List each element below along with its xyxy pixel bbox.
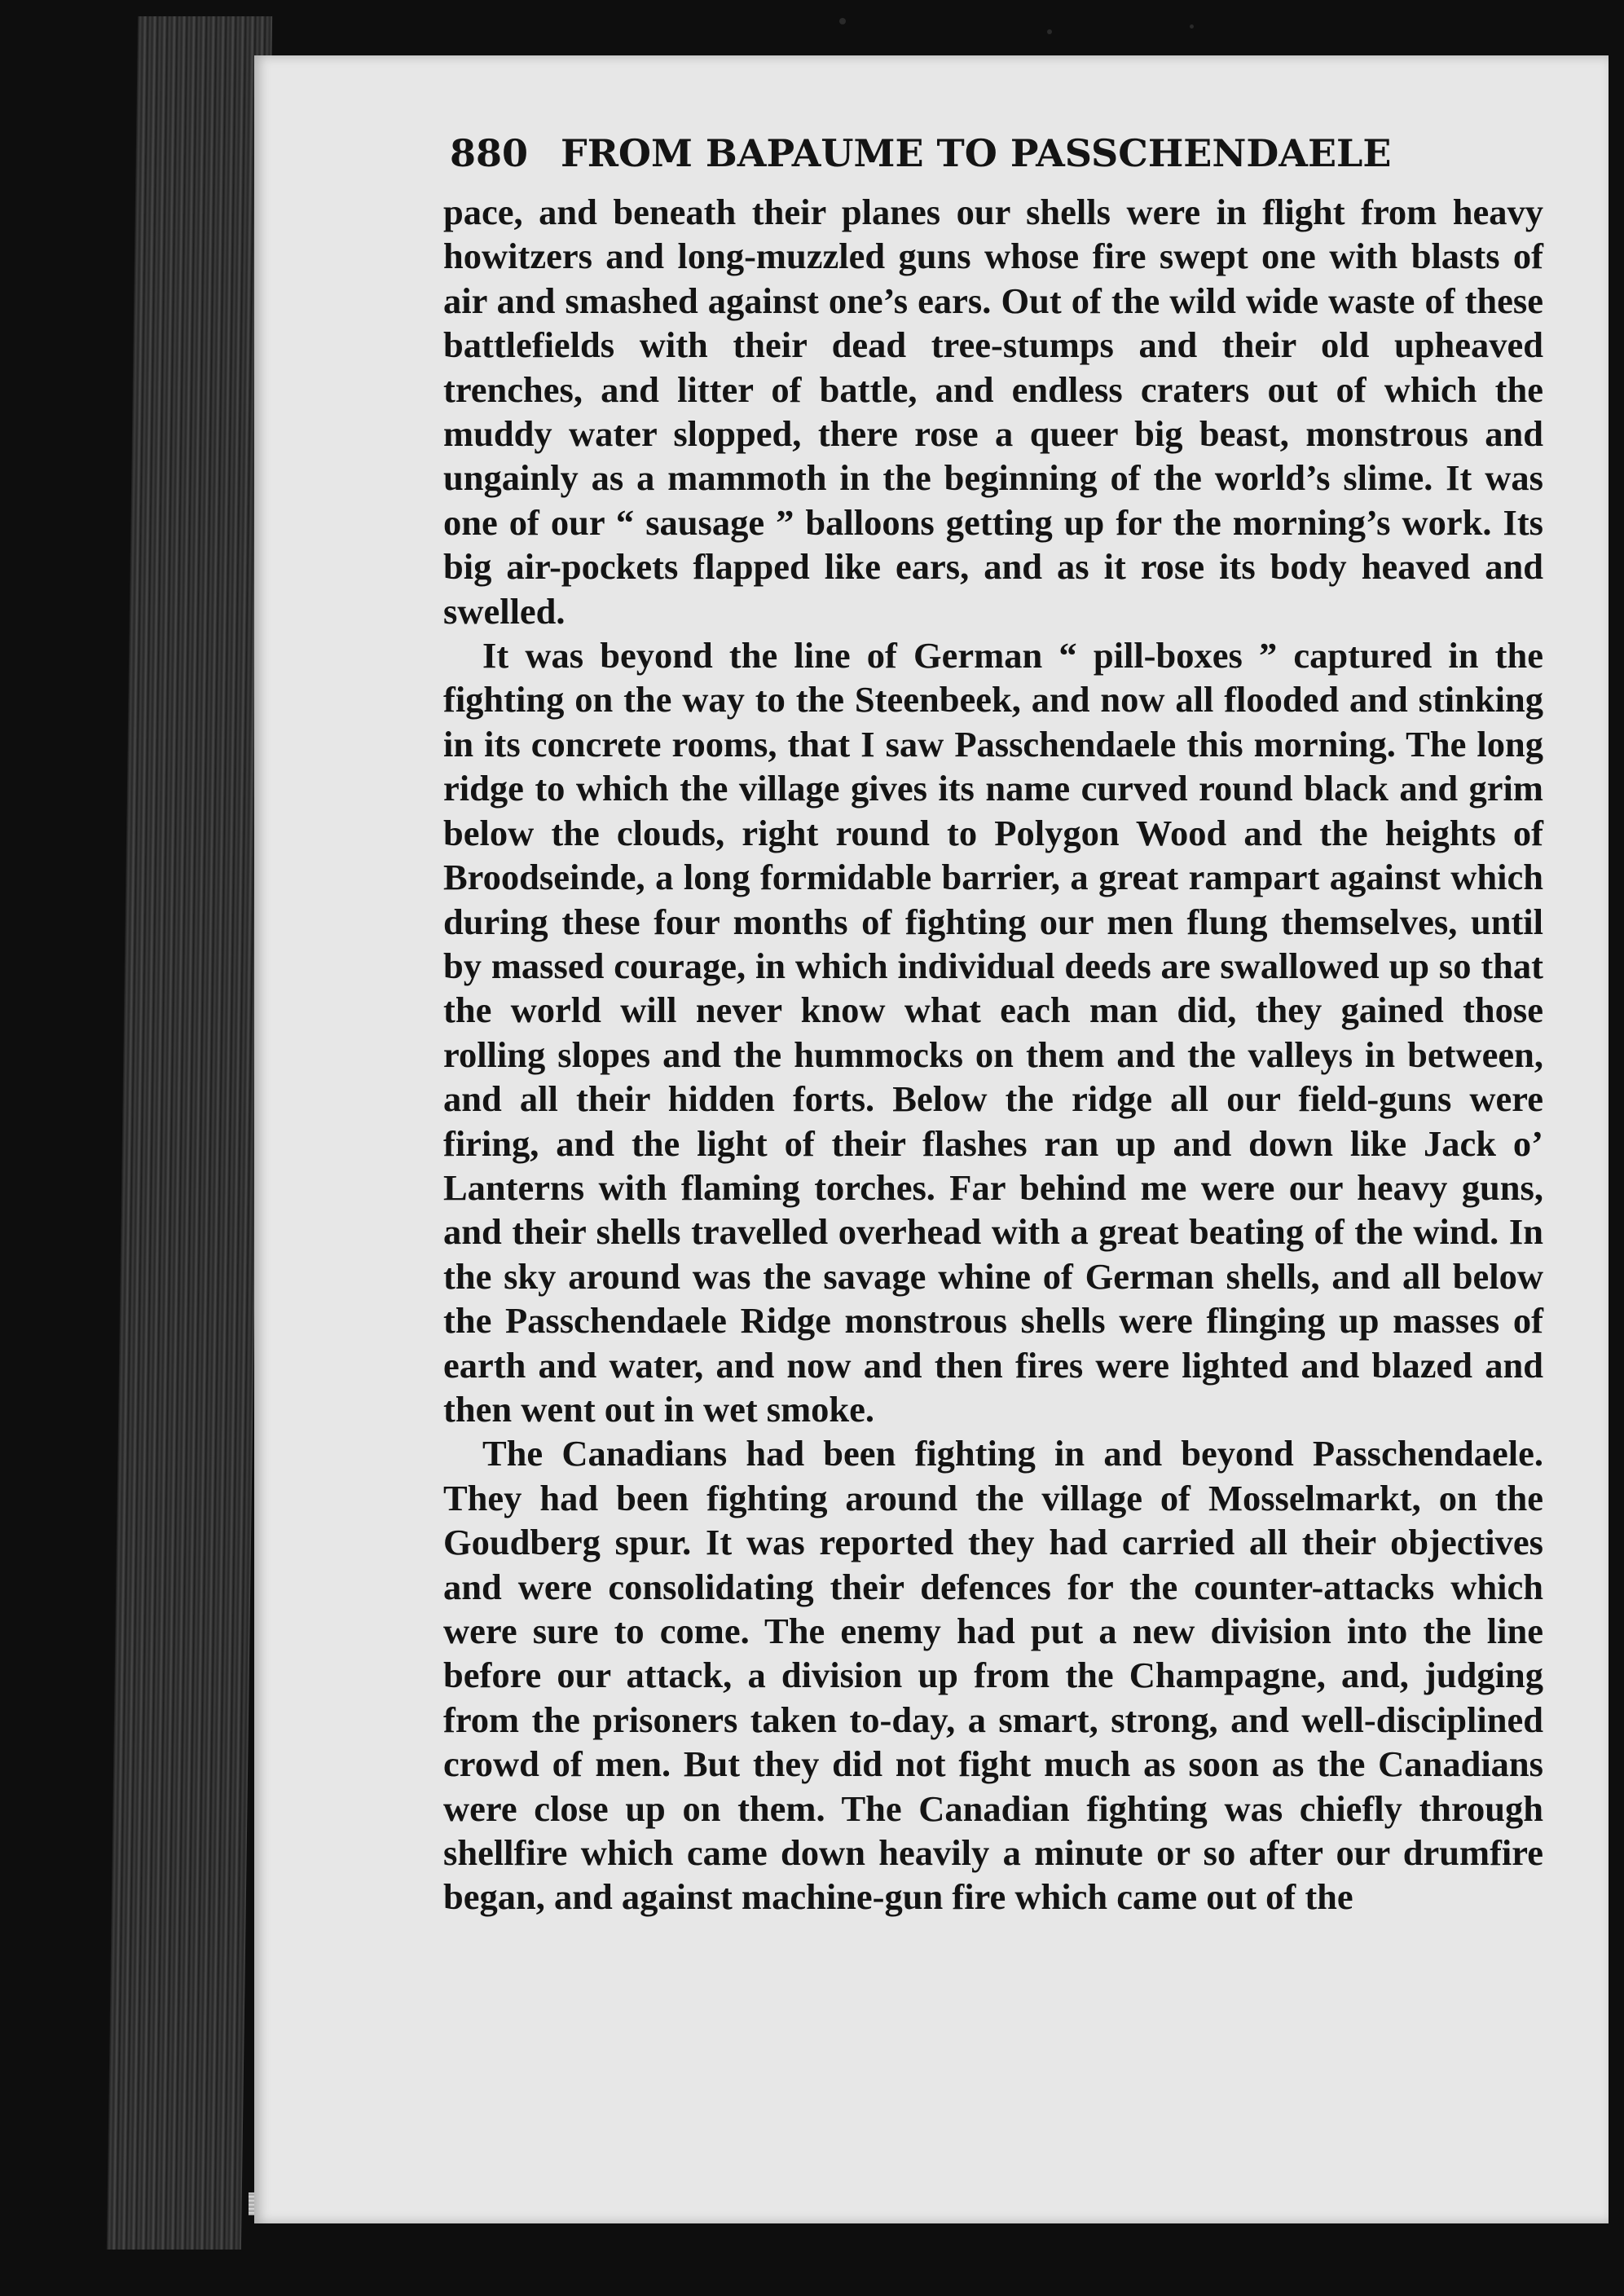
paragraph-1: pace, and beneath their planes our shells were in flight from heavy howitzers and long-muzzled guns whose fire swept one with blasts of air and smashed against one’s ears. Out of the wild wide waste of these battlefields with their dead tree-stumps and their old upheaved trenches, and litter of battle, and endless craters out of which the muddy water slopped, there rose a queer big beast, monstrous and ungainly as a mammoth in the beginning of the world’s slime. It was one of our “ sausage ” balloons getting up for the morning’s work. Its big air-pockets flapped like ears, and as it rose its body heaved and swelled. bbox=[443, 192, 1543, 632]
paragraph-3: The Canadians had been fighting in and beyond Passchendaele. They had been fighting around the village of Mosselmarkt, on the Goudberg spur. It was reported they had carried all their objectives and were consolidating their defences for the counter-attacks which were sure to come. The enemy had put a new division into the line before our attack, a division up from the Champagne, and, judging from the prisoners taken to-day, a smart, strong, and well-disciplined crowd of men. But they did not fight much as soon as the Canadians were close up on them. The Canadian fighting was chiefly through shellfire which came down heavily a minute or so after our drumfire began, and against machine-gun fire which came out of the bbox=[443, 1433, 1543, 1918]
book-page bbox=[254, 55, 1609, 2223]
page-number: 880 bbox=[450, 131, 529, 175]
dust-speck bbox=[839, 18, 846, 24]
running-title: FROM BAPAUME TO PASSCHENDAELE bbox=[561, 131, 1392, 175]
dust-speck bbox=[1190, 24, 1194, 29]
running-head bbox=[450, 129, 1534, 178]
paragraph-2: It was beyond the line of German “ pill-boxes ” captured in the fighting on the way to the Steenbeek, and now all flooded and stinking in its concrete rooms, that I saw Passchendaele this morning. The long ridge to which the village gives its name curved round black and grim below the clouds, right round to Polygon Wood and the heights of Broodseinde, a long formidable barrier, a great rampart against which during these four months of fighting our men flung themselves, until by massed courage, in which individual deeds are swallowed up so that the world will never know what each man did, they gained those rolling slopes and the hummocks on them and the valleys in between, and all their hidden forts. Below the ridge all our field-guns were firing, and the light of their flashes ran up and down like Jack o’ Lanterns with flaming torches. Far behind me were our heavy guns, and their shells travelled overhead with a great beating of the wind. In the sky around was the savage whine of German shells, and all below the Passchendaele Ridge monstrous shells were flinging up masses of earth and water, and now and then fires were lighted and blazed and then went out in wet smoke. bbox=[443, 635, 1543, 1430]
body-text bbox=[443, 190, 1543, 1919]
dust-speck bbox=[1047, 29, 1052, 34]
book-spine bbox=[107, 16, 272, 2250]
